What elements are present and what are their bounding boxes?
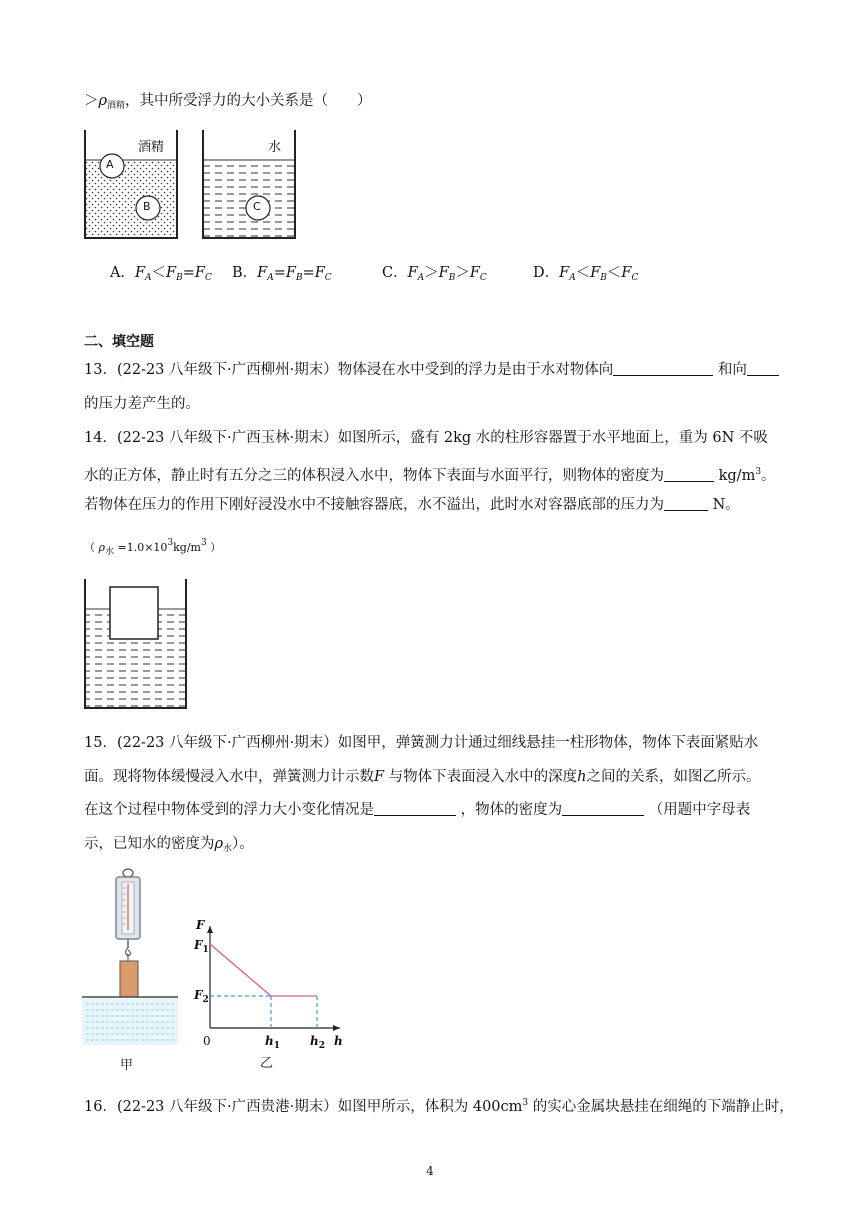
q14-blank-2[interactable] [664,496,708,511]
q15-blank-2[interactable] [562,801,644,816]
label-b: B [143,200,151,213]
label-a: A [106,158,114,171]
graph-F1-label: $F_1$ [194,938,209,955]
q13-line2: 的压力差产生的。 [84,396,200,412]
page-number: 4 [426,1164,434,1178]
fig-jia-label: 甲 [120,1058,134,1073]
cube [110,587,158,639]
option-b[interactable]: B．$F_A=F_B=F_C$ [232,265,332,283]
label-alcohol: 酒精 [138,140,165,155]
q15-line2: 面。现将物体缓慢浸入水中，弹簧测力计示数F 与物体下表面浸入水中的深度h之间的关系，如图乙所示。 [84,769,761,785]
q13-line1: 13．(22-23 八年级下·广西柳州·期末）物体浸在水中受到的浮力是由于水对物体向 和向 [84,360,779,380]
cylinder-block [120,961,138,997]
q15-line3: 在这个过程中物体受到的浮力大小变化情况是 ，物体的密度为 （用题中字母表 [84,802,751,818]
q14-container-figure [82,577,192,713]
q14-blank-1[interactable] [664,467,714,482]
q16-line1: 16．(22-23 八年级下·广西贵港·期末）如图甲所示，体积为 $400cm^3$ 的实心金属块悬挂在细绳的下端静止时， [84,1098,794,1115]
f-h-graph [190,920,350,1040]
spring-scale-figure [82,868,182,1046]
option-a[interactable]: A．$F_A<F_B=F_C$ [110,265,212,283]
q12-tail-line: $>\rho_{酒精}$，其中所受浮力的大小关系是（ ） [84,93,372,111]
graph-x-label: h [334,1034,343,1048]
f-curve [210,944,317,996]
graph-F2-label: $F_2$ [194,988,209,1005]
label-water: 水 [268,140,282,155]
graph-origin-label: 0 [203,1034,211,1048]
fig-yi-label: 乙 [260,1056,274,1071]
graph-y-label: F [196,918,205,932]
q15-blank-1[interactable] [374,801,456,816]
q15-line4: 示，已知水的密度为$\rho_水$）。 [84,836,254,854]
q13-blank-1[interactable] [613,361,713,376]
graph-h2-label: $h_2$ [310,1034,325,1051]
section-title: 二、填空题 [84,334,154,350]
q14-line1: 14．(22-23 八年级下·广西玉林·期末）如图所示，盛有 2kg 水的柱形容器置于水平地面上，重为 6N 不吸 [84,430,768,446]
graph-h1-label: $h_1$ [265,1034,280,1051]
option-d[interactable]: D．$F_A<F_B<F_C$ [533,265,639,283]
q14-note: （ $\rho_水 =1.0\times 10^3kg/m^3$ ） [84,538,222,557]
q13-blank-2[interactable] [747,361,779,376]
q14-line2: 水的正方体，静止时有五分之三的体积浸入水中，物体下表面与水面平行，则物体的密度为 $kg/m^3$。 [84,467,776,484]
option-c[interactable]: C．$F_A>F_B>F_C$ [382,265,487,283]
label-c: C [253,200,261,213]
q14-line3: 若物体在压力的作用下刚好浸没水中不接触容器底，水不溢出，此时水对容器底部的压力为 N。 [84,497,740,513]
q15-line1: 15．(22-23 八年级下·广西柳州·期末）如图甲，弹簧测力计通过细线悬挂一柱形物体，物体下表面紧贴水 [84,735,759,751]
